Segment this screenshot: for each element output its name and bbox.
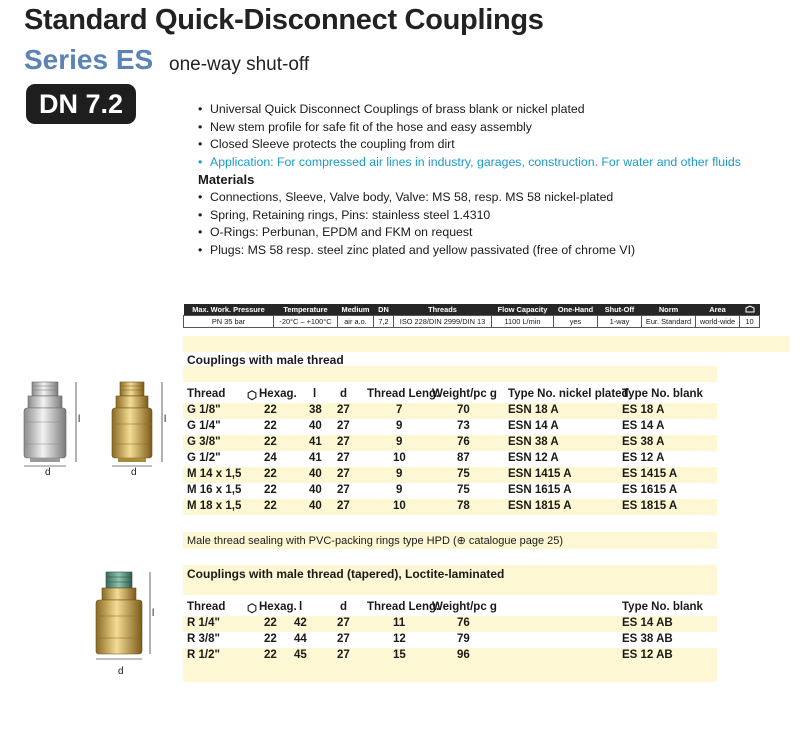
col-thread-length: Thread Leng. bbox=[367, 601, 440, 613]
page-title: Standard Quick-Disconnect Couplings bbox=[24, 4, 544, 36]
table-row bbox=[183, 403, 717, 419]
spec-value: Eur. Standard bbox=[642, 316, 696, 328]
cell-thread: G 1/2" bbox=[187, 452, 221, 464]
cell-thread-length: 10 bbox=[393, 452, 406, 464]
cell-weight: 75 bbox=[457, 484, 470, 496]
cell-l: 44 bbox=[294, 633, 307, 645]
col-thread: Thread bbox=[187, 388, 226, 400]
spec-value-row bbox=[184, 316, 760, 328]
cell-thread-length: 15 bbox=[393, 649, 406, 661]
table-row bbox=[183, 419, 717, 435]
cell-l: 40 bbox=[309, 500, 322, 512]
spec-value: 10 bbox=[740, 316, 760, 328]
section-title-male-thread: Couplings with male thread bbox=[187, 353, 344, 367]
cell-d: 27 bbox=[337, 452, 350, 464]
spec-value: -20°C – +100°C bbox=[274, 316, 338, 328]
table-row bbox=[183, 616, 717, 632]
cell-d: 27 bbox=[337, 404, 350, 416]
feature-text: Application: For compressed air lines in industry, garages, construction. For water and other fluids bbox=[210, 154, 741, 169]
cell-thread-length: 7 bbox=[396, 404, 403, 416]
col-l: l bbox=[313, 388, 317, 400]
cell-blank: ES 38 A bbox=[622, 436, 665, 448]
cell-d: 27 bbox=[337, 500, 350, 512]
cell-hexag: 22 bbox=[264, 617, 277, 629]
feature-item-application: • Application: For compressed air lines in industry, garages, construction. For water and other fluids bbox=[198, 154, 741, 169]
col-blank: Type No. blank bbox=[622, 601, 703, 613]
cell-hexag: 22 bbox=[264, 404, 277, 416]
materials-heading: Materials bbox=[198, 172, 255, 188]
cell-l: 40 bbox=[309, 484, 322, 496]
cell-hexag: 22 bbox=[264, 484, 277, 496]
cell-blank: ES 12 AB bbox=[622, 649, 673, 661]
cell-thread-length: 9 bbox=[396, 436, 403, 448]
cell-weight: 96 bbox=[457, 649, 470, 661]
cell-blank: ES 1415 A bbox=[622, 468, 678, 480]
spec-header: Threads bbox=[394, 304, 492, 316]
dim-label-l: l bbox=[78, 414, 81, 425]
cell-nickel: ESN 14 A bbox=[508, 420, 559, 432]
cell-blank: ES 38 AB bbox=[622, 633, 673, 645]
cell-hexag: 22 bbox=[264, 420, 277, 432]
cell-thread: G 1/4" bbox=[187, 420, 221, 432]
cell-thread: M 14 x 1,5 bbox=[187, 468, 242, 480]
cell-l: 38 bbox=[309, 404, 322, 416]
feature-text: Universal Quick Disconnect Couplings of brass blank or nickel plated bbox=[210, 102, 585, 116]
spec-header: Shut-Off bbox=[598, 304, 642, 316]
cell-thread: M 16 x 1,5 bbox=[187, 484, 242, 496]
dim-label-d: d bbox=[118, 666, 124, 677]
cell-blank: ES 14 AB bbox=[622, 617, 673, 629]
cell-l: 40 bbox=[309, 468, 322, 480]
spec-header: Norm bbox=[642, 304, 696, 316]
spacer-band bbox=[183, 336, 790, 352]
dim-label-l: l bbox=[152, 608, 155, 619]
spec-value: air a.o. bbox=[338, 316, 374, 328]
col-d: d bbox=[340, 601, 348, 613]
table-header-row bbox=[183, 600, 717, 616]
col-hexag: Hexag. bbox=[259, 601, 297, 613]
cell-l: 42 bbox=[294, 617, 307, 629]
col-weight: Weight/pc g bbox=[432, 601, 497, 613]
cell-hexag: 24 bbox=[264, 452, 277, 464]
cell-blank: ES 14 A bbox=[622, 420, 665, 432]
cell-weight: 70 bbox=[457, 404, 470, 416]
spec-value: 1-way bbox=[598, 316, 642, 328]
cell-hexag: 22 bbox=[264, 649, 277, 661]
col-d: d bbox=[340, 388, 348, 400]
cell-d: 27 bbox=[337, 436, 350, 448]
spec-header: Medium bbox=[338, 304, 374, 316]
cell-nickel: ESN 18 A bbox=[508, 404, 559, 416]
spec-header: Temperature bbox=[274, 304, 338, 316]
cell-nickel: ESN 1415 A bbox=[508, 468, 572, 480]
spacer-band bbox=[183, 583, 717, 595]
cell-nickel: ESN 38 A bbox=[508, 436, 559, 448]
series-title: Series ES bbox=[24, 44, 154, 75]
series-subtitle: one-way shut-off bbox=[169, 54, 310, 75]
cell-d: 27 bbox=[337, 420, 350, 432]
spec-value: 7,2 bbox=[374, 316, 394, 328]
col-hexag: Hexag. bbox=[259, 388, 297, 400]
cell-thread-length: 9 bbox=[396, 468, 403, 480]
cell-l: 41 bbox=[309, 436, 322, 448]
col-nickel: Type No. nickel plated bbox=[508, 388, 629, 400]
cell-thread: G 1/8" bbox=[187, 404, 221, 416]
col-thread-length: Thread Leng. bbox=[367, 388, 440, 400]
cell-d: 27 bbox=[337, 633, 350, 645]
cell-l: 40 bbox=[309, 420, 322, 432]
cell-weight: 78 bbox=[457, 500, 470, 512]
section-band bbox=[183, 565, 717, 583]
table-row bbox=[183, 467, 717, 483]
brass-coupling-image bbox=[104, 378, 166, 478]
material-text: Connections, Sleeve, Valve body, Valve: MS 58, resp. MS 58 nickel-plated bbox=[210, 189, 614, 204]
col-l: l bbox=[299, 601, 303, 613]
cell-hexag: 22 bbox=[264, 468, 277, 480]
material-item: • Spring, Retaining rings, Pins: stainless steel 1.4310 bbox=[198, 207, 491, 222]
spec-value: world-wide bbox=[696, 316, 740, 328]
package-icon bbox=[740, 304, 760, 316]
section-title-tapered: Couplings with male thread (tapered), Loctite-laminated bbox=[187, 567, 505, 581]
spec-header-row bbox=[184, 304, 760, 316]
feature-text: Closed Sleeve protects the coupling from dirt bbox=[210, 137, 455, 152]
spec-header: Flow Capacity bbox=[492, 304, 554, 316]
sealing-note-text: Male thread sealing with PVC-packing rings type HPD (⊕ catalogue page 25) bbox=[187, 535, 564, 547]
cell-thread: R 1/2" bbox=[187, 649, 220, 661]
table-row bbox=[183, 483, 717, 499]
cell-thread-length: 11 bbox=[393, 617, 406, 629]
cell-blank: ES 12 A bbox=[622, 452, 665, 464]
material-text: Plugs: MS 58 resp. steel zinc plated and yellow passivated (free of chrome VI) bbox=[210, 242, 636, 257]
spec-value: PN 35 bar bbox=[184, 316, 274, 328]
cell-d: 27 bbox=[337, 468, 350, 480]
cell-hexag: 22 bbox=[264, 633, 277, 645]
cell-blank: ES 18 A bbox=[622, 404, 665, 416]
cell-nickel: ESN 12 A bbox=[508, 452, 559, 464]
cell-l: 41 bbox=[309, 452, 322, 464]
spec-header: One-Hand bbox=[554, 304, 598, 316]
feature-item: • Universal Quick Disconnect Couplings of brass blank or nickel plated bbox=[198, 102, 585, 116]
spacer-band bbox=[183, 366, 717, 382]
cell-blank: ES 1815 A bbox=[622, 500, 678, 512]
spec-value: yes bbox=[554, 316, 598, 328]
dim-label-d: d bbox=[45, 467, 51, 478]
cell-thread: G 3/8" bbox=[187, 436, 221, 448]
spec-header: DN bbox=[374, 304, 394, 316]
material-text: O-Rings: Perbunan, EPDM and FKM on request bbox=[210, 225, 473, 240]
table-row bbox=[183, 632, 717, 648]
hexagon-icon: ⬡ bbox=[247, 390, 258, 402]
dn-badge: DN 7.2 bbox=[26, 84, 136, 124]
cell-thread: R 3/8" bbox=[187, 633, 220, 645]
feature-item: • New stem profile for safe fit of the hose and easy assembly bbox=[198, 119, 532, 134]
cell-hexag: 22 bbox=[264, 500, 277, 512]
spacer-band bbox=[183, 664, 717, 682]
col-blank: Type No. blank bbox=[622, 388, 703, 400]
table-row bbox=[183, 648, 717, 664]
spec-value: ISO 228/DIN 2999/DIN 13 bbox=[394, 316, 492, 328]
cell-thread: M 18 x 1,5 bbox=[187, 500, 242, 512]
table-row bbox=[183, 499, 717, 515]
cell-thread: R 1/4" bbox=[187, 617, 220, 629]
spec-value: 1100 L/min bbox=[492, 316, 554, 328]
cell-l: 45 bbox=[294, 649, 307, 661]
material-item: • Plugs: MS 58 resp. steel zinc plated and yellow passivated (free of chrome VI) bbox=[198, 242, 636, 257]
material-item: • O-Rings: Perbunan, EPDM and FKM on request bbox=[198, 225, 473, 240]
cell-blank: ES 1615 A bbox=[622, 484, 678, 496]
cell-nickel: ESN 1815 A bbox=[508, 500, 572, 512]
dim-label-d: d bbox=[131, 467, 137, 478]
cell-d: 27 bbox=[337, 484, 350, 496]
cell-weight: 87 bbox=[457, 452, 470, 464]
table-header-row bbox=[183, 387, 717, 403]
nickel-coupling-image bbox=[18, 378, 80, 478]
col-weight: Weight/pc g bbox=[432, 388, 497, 400]
cell-weight: 76 bbox=[457, 436, 470, 448]
cell-weight: 75 bbox=[457, 468, 470, 480]
material-text: Spring, Retaining rings, Pins: stainless steel 1.4310 bbox=[210, 207, 491, 222]
cell-thread-length: 9 bbox=[396, 484, 403, 496]
dim-label-l: l bbox=[164, 414, 167, 425]
sealing-note bbox=[183, 532, 717, 549]
cell-hexag: 22 bbox=[264, 436, 277, 448]
cell-weight: 76 bbox=[457, 617, 470, 629]
cell-weight: 79 bbox=[457, 633, 470, 645]
table-row bbox=[183, 451, 717, 467]
material-item: • Connections, Sleeve, Valve body, Valve: MS 58, resp. MS 58 nickel-plated bbox=[198, 189, 614, 204]
table-row bbox=[183, 435, 717, 451]
cell-d: 27 bbox=[337, 617, 350, 629]
cell-thread-length: 12 bbox=[393, 633, 406, 645]
feature-text: New stem profile for safe fit of the hose and easy assembly bbox=[210, 119, 532, 134]
cell-thread-length: 10 bbox=[393, 500, 406, 512]
cell-weight: 73 bbox=[457, 420, 470, 432]
col-thread: Thread bbox=[187, 601, 226, 613]
spec-table bbox=[183, 304, 760, 328]
tapered-coupling-image bbox=[88, 568, 156, 664]
cell-thread-length: 9 bbox=[396, 420, 403, 432]
feature-list bbox=[198, 101, 798, 259]
spec-header: Area bbox=[696, 304, 740, 316]
hexagon-icon: ⬡ bbox=[247, 603, 258, 615]
cell-d: 27 bbox=[337, 649, 350, 661]
cell-nickel: ESN 1615 A bbox=[508, 484, 572, 496]
feature-item: • Closed Sleeve protects the coupling from dirt bbox=[198, 137, 455, 152]
spec-header: Max. Work. Pressure bbox=[184, 304, 274, 316]
